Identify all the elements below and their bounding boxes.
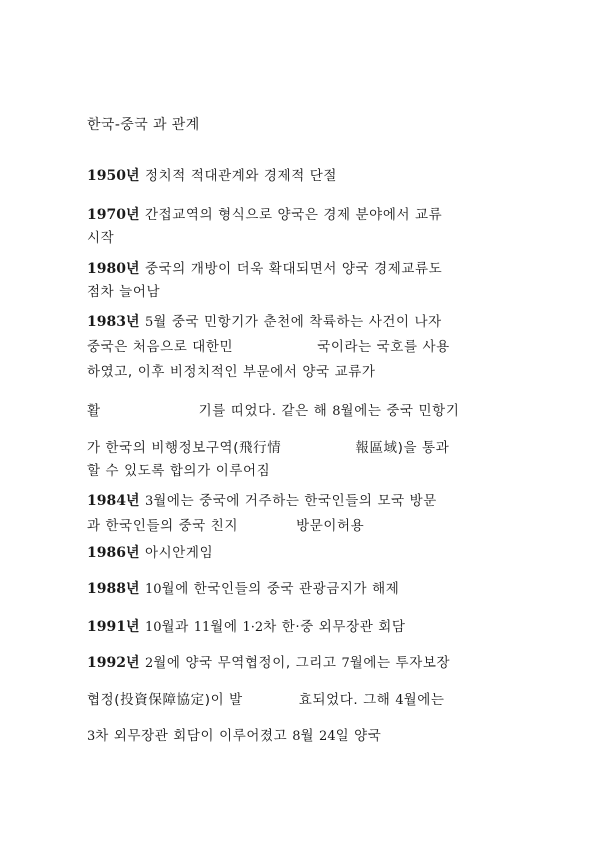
entry-year: 1988 [87,581,126,597]
entry-number: 24 [319,729,336,744]
entry-1984 [87,492,437,511]
entry-year: 1991 [87,619,126,635]
entry-text: 월 [300,728,315,744]
entry-year: 1992 [87,655,126,671]
entry-text: 월과 [161,619,189,635]
entry-text: 협정(投資保障協定)이 발 [87,692,243,708]
entry-number: 11 [193,620,211,635]
entry-text: 일 양국 [335,728,382,744]
entry-text: 기를 띠었다. 같은 해 [198,403,328,419]
entry-text: 월에는 중국에 거주하는 한국인들의 모국 방문 [153,493,437,509]
entry-text: 효되었다. 그해 [298,692,391,708]
entry-1991 [87,618,406,637]
entry-text: 차 한·중 외무장관 회담 [263,619,406,635]
entry-number: 8 [332,404,341,419]
entry-text: 가 한국의 비행정보구역(飛行情 [87,440,282,456]
entry-year: 1986 [87,545,126,561]
entry-text: 국이라는 국호를 사용 [317,339,450,355]
entry-year-suffix: 년 [125,619,141,635]
entry-number: 2 [145,656,154,671]
entry-1983-line-6: 할 수 있도록 합의가 이루어짐 [87,463,271,479]
entry-1970 [87,206,442,224]
entry-1984-line-2 [87,517,364,535]
entry-1970-continued: 시작 [87,230,115,246]
entry-1992-line-3 [87,727,381,746]
entry-year: 1980 [87,261,126,277]
entry-text: 간접교역의 형식으로 양국은 경제 분야에서 교류 [145,207,443,223]
entry-text: 아시안게임 [145,545,214,561]
entry-number: 1·2 [242,620,264,635]
entry-1988 [87,580,399,599]
entry-1986 [87,544,213,562]
entry-number: 4 [395,693,404,708]
entry-year: 1984 [87,493,126,509]
entry-1980 [87,260,442,278]
entry-month: 5 [145,315,154,330]
entry-text: 활 [87,403,101,419]
document-title: 한국-중국 과 관계 [87,117,200,133]
entry-text: 월에 양국 무역협정이, 그리고 [153,655,337,671]
entry-month: 10 [145,582,162,597]
entry-text: 월에 한국인들의 중국 관광금지가 해제 [161,581,400,597]
entry-year-suffix: 년 [125,261,141,277]
entry-text: 월에 [210,619,238,635]
entry-text: 차 외무장관 회담이 이루어졌고 [95,728,288,744]
entry-1983-line-4 [87,402,459,421]
entry-1992 [87,654,450,673]
entry-year-suffix: 년 [125,314,141,330]
entry-text: 과 한국인들의 중국 친지 [87,518,239,534]
entry-1992-line-2 [87,691,445,710]
entry-year-suffix: 년 [125,581,141,597]
entry-year-suffix: 년 [125,168,141,184]
entry-1950 [87,167,337,185]
entry-number: 7 [341,656,350,671]
entry-month: 3 [145,494,154,509]
entry-year: 1950 [87,168,126,184]
entry-number: 3 [87,729,96,744]
entry-year: 1983 [87,314,126,330]
entry-1980-continued: 점차 늘어남 [87,284,161,300]
entry-text: 월 중국 민항기가 춘천에 착륙하는 사건이 나자 [153,314,442,330]
entry-text: 報區域)을 통과 [355,440,450,456]
entry-year: 1970 [87,207,126,223]
entry-text: 월에는 [403,692,445,708]
entry-year-suffix: 년 [125,493,141,509]
entry-text: 중국의 개방이 더욱 확대되면서 양국 경제교류도 [145,261,443,277]
entry-1983-line-2 [87,338,450,356]
entry-1983-line-5 [87,439,449,457]
entry-text: 월에는 중국 민항기 [340,403,460,419]
entry-text: 중국은 처음으로 대한민 [87,339,234,355]
entry-year-suffix: 년 [125,545,141,561]
entry-1983-line-3: 하였고, 이후 비정치적인 부문에서 양국 교류가 [87,364,376,380]
entry-number: 8 [292,729,301,744]
entry-year-suffix: 년 [125,655,141,671]
entry-year-suffix: 년 [125,207,141,223]
entry-number: 10 [145,620,162,635]
entry-text: 정치적 적대관계와 경제적 단절 [145,168,338,184]
entry-text: 방문이허용 [296,518,365,534]
entry-1983 [87,313,442,332]
entry-text: 월에는 투자보장 [349,655,451,671]
